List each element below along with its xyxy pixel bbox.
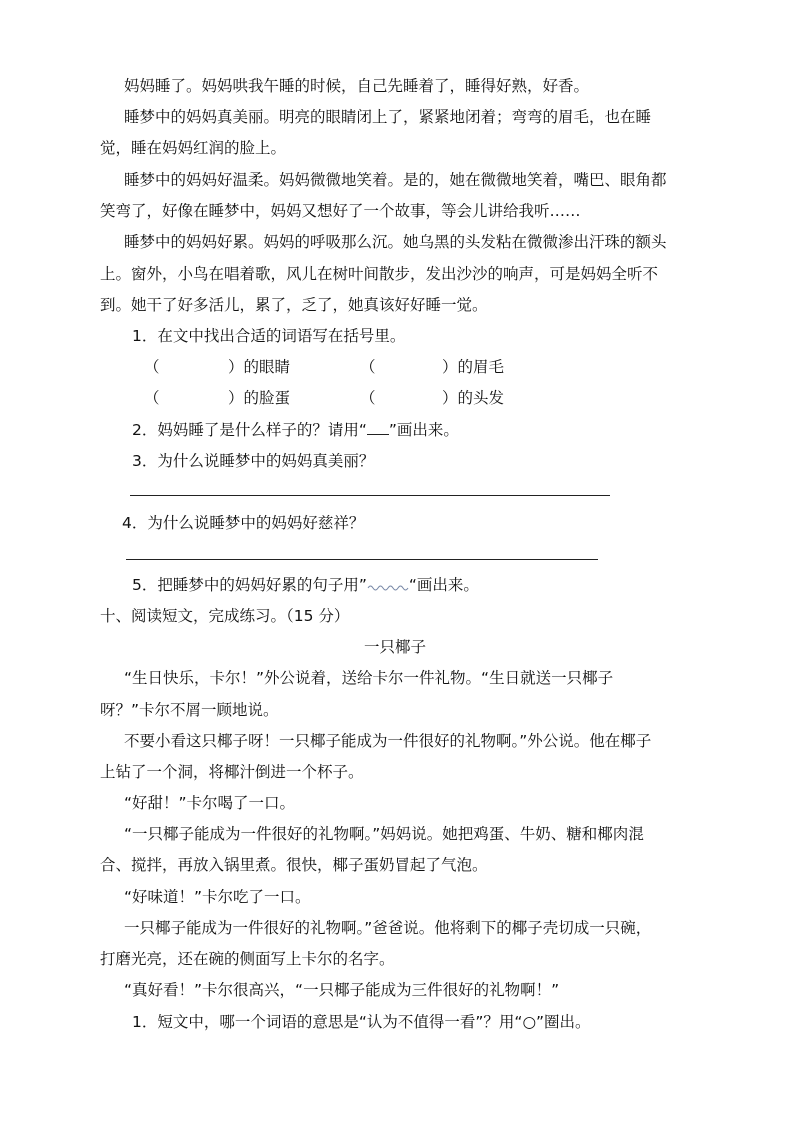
paragraph-line: 合、搅拌，再放入锅里煮。很快，椰子蛋奶冒起了气泡。 — [100, 856, 488, 874]
question-5-suffix: “画出来。 — [408, 576, 479, 594]
paragraph-line: 妈妈睡了。妈妈哄我午睡的时候，自己先睡着了，睡得好熟，好香。 — [124, 77, 590, 95]
paragraph-line: 睡梦中的妈妈好累。妈妈的呼吸那么沉。她乌黑的头发粘在微微渗出汗珠的额头 — [124, 233, 667, 251]
paragraph-line: “好甜！”卡尔喝了一口。 — [124, 794, 296, 812]
underline-marker — [367, 420, 389, 435]
paragraph-line: “真好看！”卡尔很高兴，“一只椰子能成为三件很好的礼物啊！” — [124, 981, 560, 999]
question-1: 1．在文中找出合适的词语写在括号里。 — [132, 327, 406, 345]
question-4: 4．为什么说睡梦中的妈妈好慈祥？ — [122, 514, 365, 532]
blank-open: （ — [144, 358, 160, 376]
blank-eyes-label: ）的眼睛 — [228, 358, 291, 376]
paragraph-line: “好味道！”卡尔吃了一口。 — [124, 888, 311, 906]
blank-cheek-label: ）的脸蛋 — [228, 389, 291, 407]
blank-open: （ — [360, 389, 376, 407]
question-5-prefix: 5．把睡梦中的妈妈好累的句子用” — [132, 576, 367, 594]
paragraph-line: 打磨光亮，还在碗的侧面写上卡尔的名字。 — [100, 950, 395, 968]
paragraph-line: “一只椰子能成为一件很好的礼物啊。”妈妈说。她把鸡蛋、牛奶、糖和椰肉混 — [124, 825, 644, 843]
paragraph-line: 上。窗外，小鸟在唱着歌，风儿在树叶间散步，发出沙沙的响声，可是妈妈全听不 — [100, 265, 659, 283]
blank-open: （ — [144, 389, 160, 407]
wavy-line-icon — [367, 581, 409, 591]
paragraph-line: 睡梦中的妈妈真美丽。明亮的眼睛闭上了，紧紧地闭着；弯弯的眉毛，也在睡 — [124, 108, 652, 126]
question-5 — [132, 575, 479, 595]
paragraph-line: 不要小看这只椰子呀！一只椰子能成为一件很好的礼物啊。”外公说。他在椰子 — [124, 732, 652, 750]
section-heading: 十、阅读短文，完成练习。（15 分） — [100, 607, 350, 625]
blank-hair-label: ）的头发 — [442, 389, 505, 407]
paragraph-line: 到。她干了好多活儿，累了，乏了，她真该好好睡一觉。 — [100, 296, 488, 314]
paragraph-line: 觉，睡在妈妈红润的脸上。 — [100, 139, 287, 157]
answer-line[interactable] — [126, 559, 598, 560]
paragraph-line: 睡梦中的妈妈好温柔。妈妈微微地笑着。是的，她在微微地笑着，嘴巴、眼角都 — [124, 171, 667, 189]
section-question-1: 1．短文中，哪一个词语的意思是“认为不值得一看”？用“○”圈出。 — [132, 1013, 591, 1031]
blank-eyebrows-label: ）的眉毛 — [442, 358, 505, 376]
paragraph-line: 一只椰子能成为一件很好的礼物啊。”爸爸说。他将剩下的椰子壳切成一只碗， — [124, 919, 652, 937]
blank-open: （ — [360, 358, 376, 376]
question-2-suffix: ”画出来。 — [388, 421, 459, 439]
question-2-prefix: 2．妈妈睡了是什么样子的？请用“ — [132, 421, 367, 439]
question-3: 3．为什么说睡梦中的妈妈真美丽？ — [132, 452, 375, 470]
paragraph-line: 呀？”卡尔不屑一顾地说。 — [100, 701, 279, 719]
paragraph-line: “生日快乐，卡尔！”外公说着，送给卡尔一件礼物。“生日就送一只椰子 — [124, 669, 614, 687]
question-2 — [132, 420, 459, 440]
answer-line[interactable] — [130, 495, 610, 496]
paragraph-line: 上钻了一个洞，将椰汁倒进一个杯子。 — [100, 763, 364, 781]
paragraph-line: 笑弯了，好像在睡梦中，妈妈又想好了一个故事，等会儿讲给我听…… — [100, 202, 581, 220]
story-title: 一只椰子 — [364, 638, 427, 656]
